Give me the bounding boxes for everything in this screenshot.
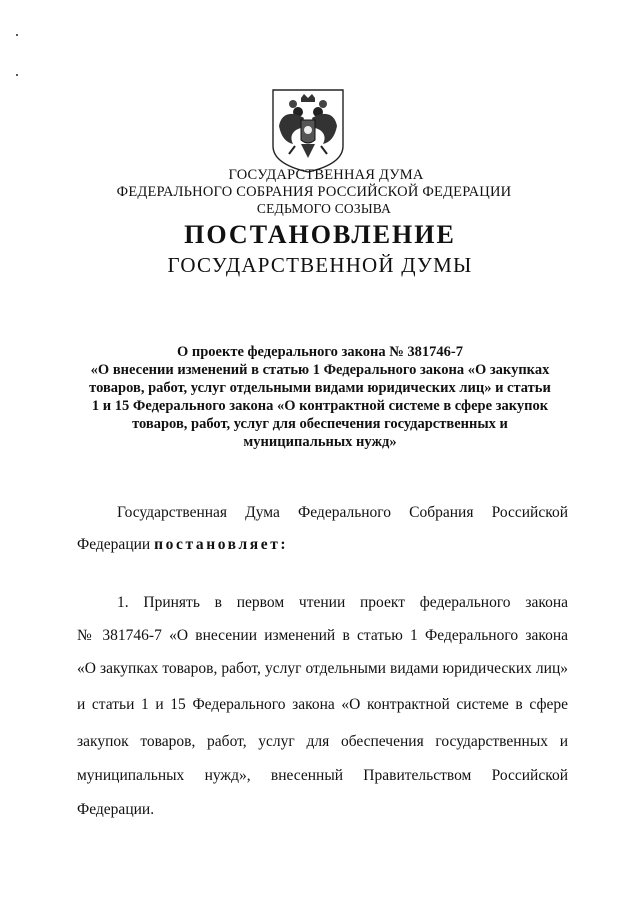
item-1-line: № 381746-7 «О внесении изменений в статью 1 Федерального закона — [77, 627, 568, 644]
scan-speck — [16, 34, 18, 36]
item-1-line: и статьи 1 и 15 Федерального закона «О контрактной системе в сфере — [77, 696, 568, 713]
convocation-line: СЕДЬМОГО СОЗЫВА — [256, 201, 392, 216]
preamble-line-2 — [77, 536, 568, 554]
resolution-verb: постановляет: — [154, 536, 289, 553]
preamble-subject: Федерации — [77, 536, 155, 553]
document-issuer-heading: ГОСУДАРСТВЕННОЙ ДУМЫ — [167, 253, 473, 277]
item-1-line: муниципальных нужд», внесенный Правительством Российской — [77, 767, 568, 784]
item-1-line: Федерации. — [77, 801, 155, 818]
item-1-line: 1. Принять в первом чтении проект федерального закона — [117, 594, 568, 611]
title-line: товаров, работ, услуг отдельными видами юридических лиц» и статьи — [89, 380, 551, 396]
item-1-line: закупок товаров, работ, услуг для обеспечения государственных и — [77, 733, 568, 750]
scan-speck — [16, 74, 18, 76]
title-line: товаров, работ, услуг для обеспечения государственных и — [132, 416, 508, 432]
title-line: О проекте федерального закона № 381746-7 — [176, 344, 464, 360]
title-line: 1 и 15 Федерального закона «О контрактной системе в сфере закупок — [91, 398, 549, 414]
item-1-line: «О закупках товаров, работ, услуг отдельными видами юридических лиц» — [77, 660, 568, 677]
title-line: муниципальных нужд» — [243, 434, 397, 450]
title-line: «О внесении изменений в статью 1 Федерального закона «О закупках — [90, 362, 550, 378]
document-type-heading: ПОСТАНОВЛЕНИЕ — [184, 220, 456, 249]
resolution-title — [70, 343, 570, 451]
coat-of-arms-emblem — [271, 88, 345, 174]
org-name-line-1: ГОСУДАРСТВЕННАЯ ДУМА — [228, 167, 424, 183]
org-name-line-2: ФЕДЕРАЛЬНОГО СОБРАНИЯ РОССИЙСКОЙ ФЕДЕРАЦИИ — [116, 184, 512, 200]
preamble-line-1: Государственная Дума Федерального Собрания Российской — [117, 504, 568, 521]
